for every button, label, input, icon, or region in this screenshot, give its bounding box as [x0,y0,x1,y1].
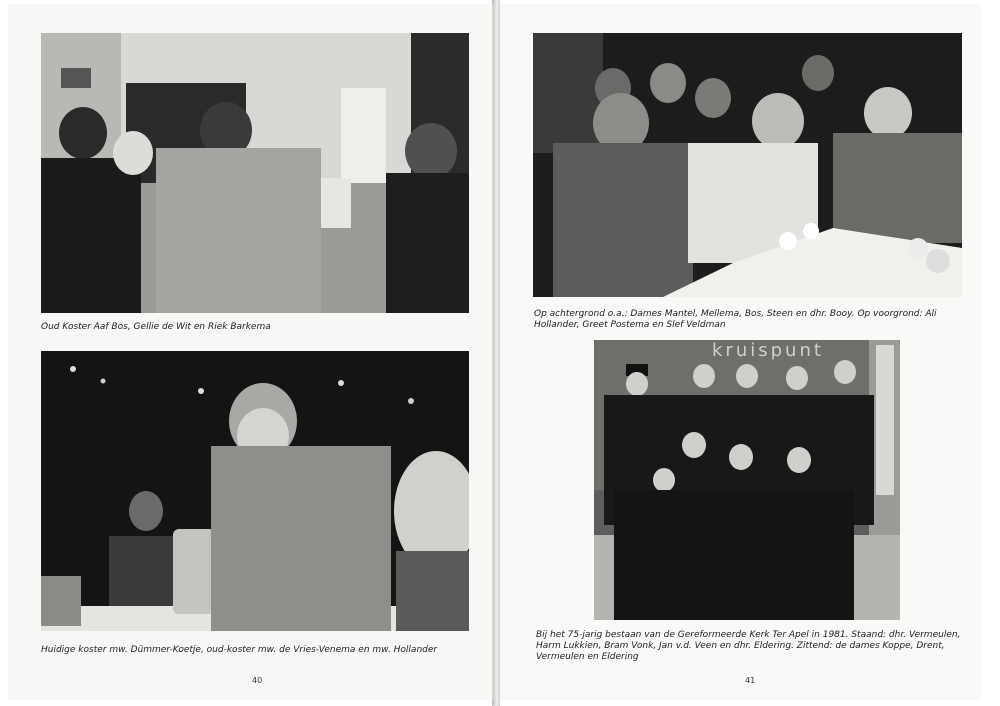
caption-photo-2-left: Huidige koster mw. Dümmer-Koetje, oud-koster mw. de Vries-Venema en mw. Hollander [41,645,438,655]
kruispunt-sign: kruispunt [712,340,824,361]
photo-anniversary-group [594,340,900,620]
photo-kitchen-group [41,33,469,313]
book-spine [492,0,500,706]
page-number-left: 40 [252,676,263,685]
photo-koster-serving [41,351,469,631]
page-number-right: 41 [745,676,756,685]
caption-photo-2-right: Bij het 75-jarig bestaan van de Gereformeerde Kerk Ter Apel in 1981. Staand: dhr. Vermeulen, Harm Lukkien, Bram Vonk, Jan v.d. Veen en dhr. Eldering. Zittend: de dames Koppe, Drent, Vermeulen en Eldering [536,630,961,662]
caption-photo-1-left: Oud Koster Aaf Bos, Gellie de Wit en Riek Barkema [41,322,271,332]
caption-photo-1-right: Op achtergrond o.a.: Dames Mantel, Mellema, Bos, Steen en dhr. Booy. Op voorgrond: Ali Hollander, Greet Postema en Slef Veldman [534,309,937,330]
photo-ladies-gathering [533,33,962,297]
